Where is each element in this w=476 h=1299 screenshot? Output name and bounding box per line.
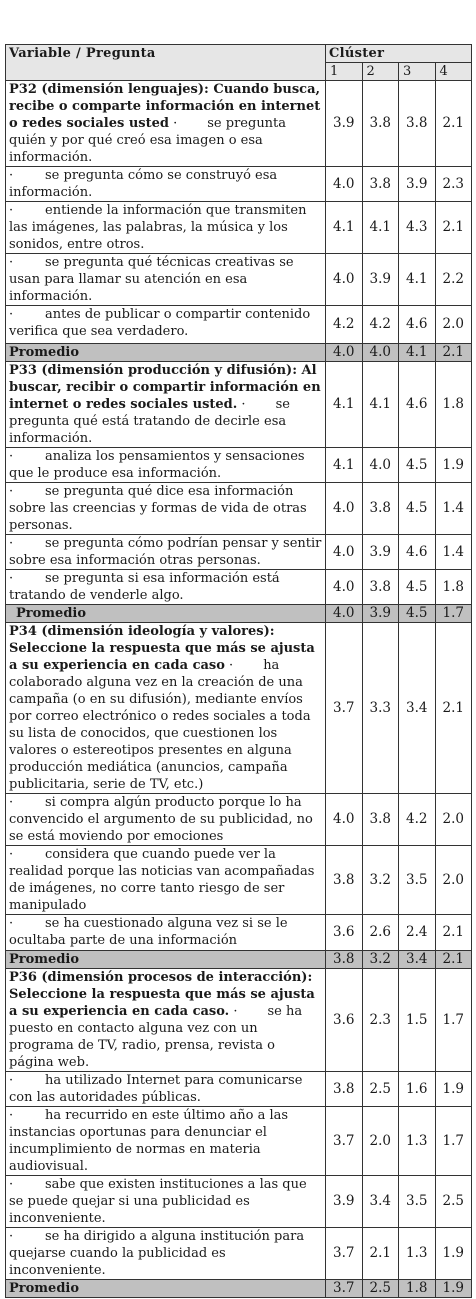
cell-value: 1.6 [399,1072,436,1107]
row-text: considera que cuando puede ver la realidad porque las noticias van acompañadas de imágenes, no corre tanto riesgo de ser manipulado [9,847,315,913]
row-label [6,362,326,448]
row-text: se pregunta qué está tratando de decirle esa información. [9,397,290,446]
cell-value: 4.0 [326,167,363,202]
table-row [6,483,472,535]
header-variable: Variable / Pregunta [6,45,326,81]
table-row [6,81,472,167]
row-label [6,1072,326,1107]
row-text: ha colaborado alguna vez en la creación de una campaña (o en su difusión), mediante envíos por correo electrónico o redes sociales a toda su lista de conocidos, que cuestionen los valores o estereotipos presentes en alguna producción mediática (anuncios, campaña publicitaria, serie de TV, etc.) [9,658,311,792]
cell-value: 4.5 [399,570,436,605]
cell-value: 1.3 [399,1107,436,1176]
table-row [6,448,472,483]
cell-value: 4.1 [326,448,363,483]
row-text: se pregunta quién y por qué creó esa imagen o esa información. [9,116,287,165]
cell-value: 4.5 [399,448,436,483]
row-label [6,202,326,254]
average-label: Promedio [6,605,326,623]
average-label: Promedio [6,1280,326,1298]
question-p36: P36 (dimensión procesos de interacción): Seleccione la respuesta que más se ajusta a su experiencia en cada caso. [9,970,315,1019]
cell-value: 2.4 [399,915,436,951]
average-value: 2.5 [362,1280,399,1298]
row-text: se ha cuestionado alguna vez si se le ocultaba parte de una información [9,916,288,948]
cell-value: 2.2 [435,254,472,306]
cell-value: 2.0 [435,794,472,846]
cell-value: 2.0 [362,1107,399,1176]
table-row [6,362,472,448]
average-value: 1.7 [435,605,472,623]
bullet: · [229,658,234,673]
cell-value: 4.6 [399,535,436,570]
bullet: · [9,168,14,183]
cell-value: 1.4 [435,483,472,535]
cell-value: 4.0 [326,535,363,570]
cell-value: 1.9 [435,1228,472,1280]
row-text: antes de publicar o compartir contenido verifica que sea verdadero. [9,307,311,339]
row-text: entiende la información que transmiten las imágenes, las palabras, la música y los sonidos, entre otros. [9,203,307,252]
average-label: Promedio [6,344,326,362]
cell-value: 4.5 [399,483,436,535]
cell-value: 4.6 [399,362,436,448]
cell-value: 3.8 [362,167,399,202]
row-label [6,306,326,344]
cell-value: 3.2 [362,846,399,915]
row-text: se pregunta cómo podrían pensar y sentir sobre esa información otras personas. [9,536,322,568]
row-text: sabe que existen instituciones a las que se puede quejar si una publicidad es inconveniente. [9,1177,307,1226]
cell-value: 4.3 [399,202,436,254]
results-table [5,44,472,1298]
header-row [6,45,472,63]
row-text: se pregunta qué técnicas creativas se usan para llamar su atención en esa información. [9,255,294,304]
cell-value: 3.9 [399,167,436,202]
cell-value: 3.8 [362,794,399,846]
cell-value: 4.1 [399,254,436,306]
bullet: · [9,307,14,322]
row-text: analiza los pensamientos y sensaciones que le produce esa información. [9,449,305,481]
cell-value: 3.7 [326,623,363,794]
cell-value: 4.6 [399,306,436,344]
table-row [6,254,472,306]
cell-value: 1.7 [435,1107,472,1176]
cell-value: 1.3 [399,1228,436,1280]
row-label [6,969,326,1072]
cell-value: 2.3 [362,969,399,1072]
cell-value: 1.4 [435,535,472,570]
cell-value: 3.8 [326,1072,363,1107]
cell-value: 2.3 [435,167,472,202]
row-label [6,254,326,306]
row-label [6,1176,326,1228]
average-value: 3.2 [362,951,399,969]
row-text: se pregunta si esa información está tratando de venderle algo. [9,571,280,603]
cell-value: 3.8 [362,81,399,167]
row-label [6,448,326,483]
average-value: 4.1 [399,344,436,362]
cell-value: 2.1 [435,623,472,794]
average-value: 4.0 [326,605,363,623]
cell-value: 4.0 [326,794,363,846]
question-p32: P32 (dimensión lenguajes): Cuando busca, recibe o comparte información en internet o redes sociales usted [9,82,321,131]
bullet: · [9,484,14,499]
average-value: 1.8 [399,1280,436,1298]
cell-value: 3.9 [362,254,399,306]
bullet: · [241,397,246,412]
question-p34: P34 (dimensión ideología y valores): Seleccione la respuesta que más se ajusta a su experiencia en cada caso [9,624,315,673]
cell-value: 1.5 [399,969,436,1072]
cell-value: 3.8 [362,570,399,605]
cell-value: 3.5 [399,846,436,915]
cell-value: 3.8 [362,483,399,535]
row-label [6,1107,326,1176]
average-row [6,344,472,362]
average-value: 3.9 [362,605,399,623]
cell-value: 3.9 [362,535,399,570]
cell-value: 3.6 [326,915,363,951]
cell-value: 4.1 [326,202,363,254]
row-label [6,570,326,605]
cell-value: 2.1 [435,202,472,254]
bullet: · [9,1229,14,1244]
header-col-4: 4 [435,63,472,81]
header-col-3: 3 [399,63,436,81]
bullet: · [9,203,14,218]
bullet: · [9,1108,14,1123]
cell-value: 4.1 [362,362,399,448]
table-row [6,623,472,794]
cell-value: 2.1 [435,915,472,951]
bullet: · [9,1177,14,1192]
cell-value: 1.9 [435,448,472,483]
cell-value: 2.6 [362,915,399,951]
average-value: 3.8 [326,951,363,969]
average-value: 2.1 [435,951,472,969]
row-text: si compra algún producto porque lo ha convencido el argumento de su publicidad, no se está moviendo por emociones [9,795,313,844]
table-row [6,1228,472,1280]
cell-value: 4.2 [326,306,363,344]
cell-value: 3.7 [326,1228,363,1280]
average-value: 3.7 [326,1280,363,1298]
table-row [6,969,472,1072]
row-label [6,483,326,535]
cell-value: 2.0 [435,846,472,915]
cell-value: 4.2 [399,794,436,846]
row-text: se pregunta qué dice esa información sobre las creencias y formas de vida de otras personas. [9,484,307,533]
average-value: 4.5 [399,605,436,623]
cell-value: 4.1 [326,362,363,448]
row-text: se ha puesto en contacto alguna vez con un programa de TV, radio, prensa, revista o página web. [9,1004,303,1070]
average-row [6,1280,472,1298]
average-row [6,605,472,623]
cell-value: 3.8 [326,846,363,915]
cell-value: 3.5 [399,1176,436,1228]
row-text: se ha dirigido a alguna institución para quejarse cuando la publicidad es inconveniente. [9,1229,305,1278]
bullet: · [9,571,14,586]
row-text: ha recurrido en este último año a las instancias oportunas para denunciar el incumplimiento de normas en materia audiovisual. [9,1108,289,1174]
table-row [6,306,472,344]
row-text: se pregunta cómo se construyó esa información. [9,168,278,200]
bullet: · [9,536,14,551]
cell-value: 4.2 [362,306,399,344]
cell-value: 3.3 [362,623,399,794]
table-row [6,1072,472,1107]
cell-value: 3.9 [326,1176,363,1228]
table-row [6,570,472,605]
header-col-1: 1 [326,63,363,81]
cell-value: 2.1 [362,1228,399,1280]
row-label [6,81,326,167]
table-row [6,794,472,846]
cell-value: 1.9 [435,1072,472,1107]
cell-value: 2.5 [362,1072,399,1107]
row-label [6,846,326,915]
cell-value: 3.4 [362,1176,399,1228]
bullet: · [9,449,14,464]
bullet: · [9,255,14,270]
bullet: · [9,847,14,862]
cell-value: 4.0 [326,570,363,605]
cell-value: 1.8 [435,570,472,605]
table-row [6,167,472,202]
cell-value: 3.6 [326,969,363,1072]
average-value: 2.1 [435,344,472,362]
row-label [6,623,326,794]
average-value: 4.0 [326,344,363,362]
table-row [6,202,472,254]
average-row [6,951,472,969]
cell-value: 4.0 [362,448,399,483]
row-label [6,1228,326,1280]
table-row [6,915,472,951]
average-value: 3.4 [399,951,436,969]
row-label [6,535,326,570]
row-label [6,915,326,951]
row-label [6,794,326,846]
cell-value: 1.8 [435,362,472,448]
table-row [6,535,472,570]
bullet: · [233,1004,238,1019]
average-label: Promedio [6,951,326,969]
table-row [6,846,472,915]
cell-value: 4.0 [326,483,363,535]
row-label [6,167,326,202]
bullet: · [173,116,178,131]
row-text: ha utilizado Internet para comunicarse con las autoridades públicas. [9,1073,303,1105]
bullet: · [9,916,14,931]
header-cluster: Clúster [326,45,472,63]
question-p33: P33 (dimensión producción y difusión): Al buscar, recibir o compartir información en internet o redes sociales usted. [9,363,321,412]
cell-value: 3.9 [326,81,363,167]
cell-value: 3.8 [399,81,436,167]
bullet: · [9,795,14,810]
average-value: 1.9 [435,1280,472,1298]
cell-value: 4.0 [326,254,363,306]
cell-value: 4.1 [362,202,399,254]
cell-value: 3.4 [399,623,436,794]
table-row [6,1107,472,1176]
cell-value: 1.7 [435,969,472,1072]
cell-value: 2.0 [435,306,472,344]
cell-value: 3.7 [326,1107,363,1176]
table-row [6,1176,472,1228]
cell-value: 2.1 [435,81,472,167]
cell-value: 2.5 [435,1176,472,1228]
header-col-2: 2 [362,63,399,81]
bullet: · [9,1073,14,1088]
average-value: 4.0 [362,344,399,362]
